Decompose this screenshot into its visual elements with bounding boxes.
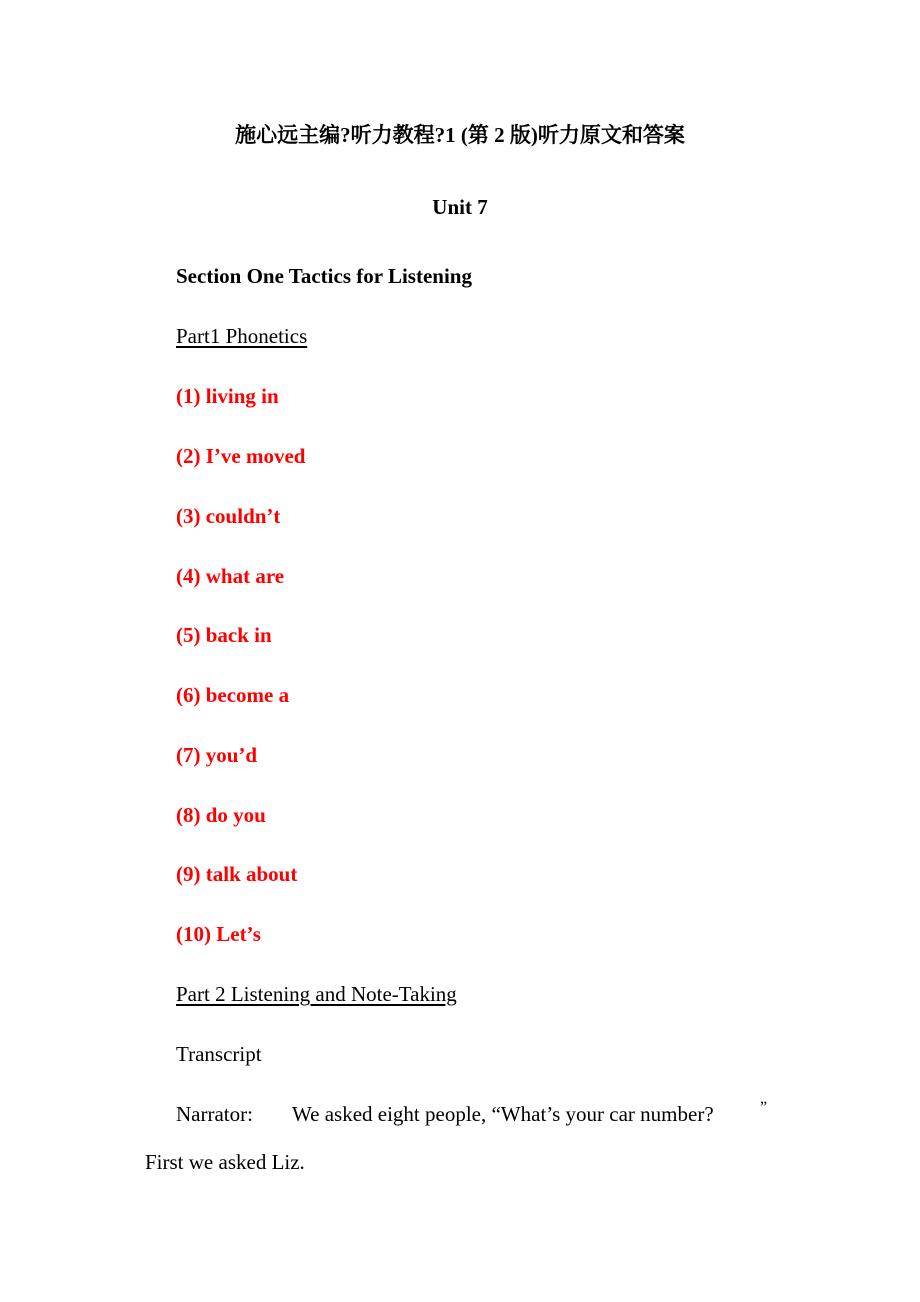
answer-item: (1) living in [176,384,279,408]
transcript-continuation: First we asked Liz. [145,1150,305,1174]
unit-heading: Unit 7 [432,195,488,219]
section-heading: Section One Tactics for Listening [176,264,472,288]
document-title: 施心远主编?听力教程?1 (第 2 版)听力原文和答案 [235,123,685,147]
speaker-text: We asked eight people, “What’s your car number? [292,1102,714,1126]
transcript-line [176,1100,714,1128]
transcript-label: Transcript [176,1042,262,1066]
speaker-label: Narrator: [176,1102,253,1126]
answer-item: (5) back in [176,623,272,647]
answer-item: (3) couldn’t [176,504,281,528]
answer-item: (2) I’ve moved [176,444,306,468]
answer-item: (7) you’d [176,743,258,767]
part2-heading: Part 2 Listening and Note-Taking [176,982,457,1006]
answer-item: (6) become a [176,683,290,707]
part1-heading: Part1 Phonetics [176,324,308,348]
answer-item: (9) talk about [176,862,298,886]
answer-item: (10) Let’s [176,922,261,946]
closing-quote: ” [760,1099,768,1116]
answer-item: (4) what are [176,564,285,588]
answer-item: (8) do you [176,803,266,827]
